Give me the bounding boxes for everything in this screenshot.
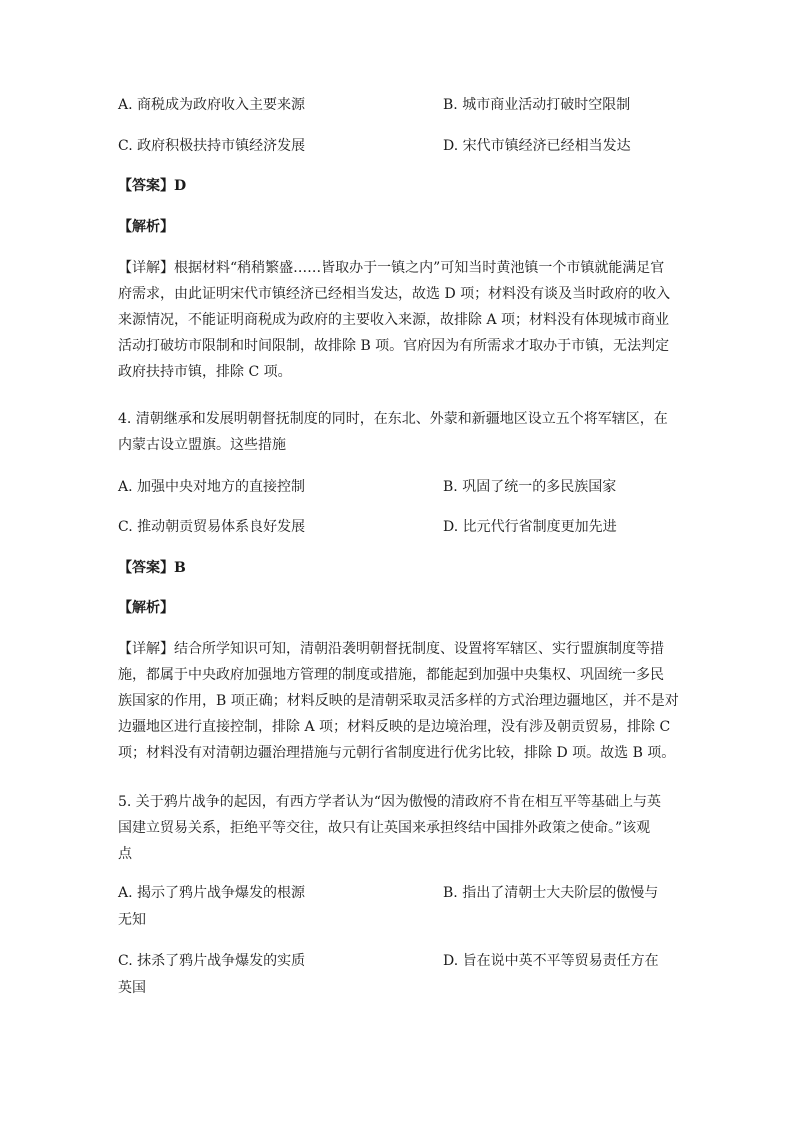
q4-stem-line: 内蒙古设立盟旗。这些措施 [118,437,286,453]
q4-option-d[interactable]: D. 比元代行省制度更加先进 [443,519,617,535]
q3-detail-line: 来源情况，不能证明商税成为政府的主要收入来源，故排除 A 项；材料没有体现城市商业 [118,312,670,328]
q3-option-b[interactable]: B. 城市商业活动打破时空限制 [443,97,631,113]
q5-stem-line: 5. 关于鸦片战争的起因，有西方学者认为“因为傲慢的清政府不肯在相互平等基础上与英 [118,794,661,810]
q5-option-b[interactable]: B. 指出了清朝士大夫阶层的傲慢与 [443,885,659,901]
q3-detail [118,255,678,385]
q4-detail-line: 项；材料没有对清朝边疆治理措施与元朝行省制度进行优劣比较，排除 D 项。故选 B 项。 [118,745,676,761]
q3-detail-line: 府需求，由此证明宋代市镇经济已经相当发达，故选 D 项；材料没有谈及当时政府的收入 [118,286,671,302]
q5-stem-line: 点 [118,846,132,862]
q4-detail-line: 边疆地区进行直接控制，排除 A 项；材料反映的是边境治理，没有涉及朝贡贸易，排除 C [118,719,671,735]
q3-analysis-heading: 【解析】 [118,219,174,235]
q4-detail [118,636,678,766]
q3-detail-line: 【详解】根据材料“稍稍繁盛……皆取办于一镇之内”可知当时黄池镇一个市镇就能满足官 [118,260,665,276]
q3-option-c[interactable]: C. 政府积极扶持市镇经济发展 [118,138,306,154]
q3-option-d[interactable]: D. 宋代市镇经济已经相当发达 [443,138,631,154]
q4-detail-line: 族国家的作用，B 项正确；材料反映的是清朝采取灵活多样的方式治理边疆地区，并不是对 [118,693,679,709]
q4-answer: 【答案】B [118,560,186,576]
q3-answer: 【答案】D [118,178,187,194]
q5-option-d[interactable]: D. 旨在说中英不平等贸易责任方在 [443,953,659,969]
q5-option-a[interactable]: A. 揭示了鸦片战争爆发的根源 [118,885,306,901]
q3-option-a[interactable]: A. 商税成为政府收入主要来源 [118,97,306,113]
q4-stem [118,406,678,458]
q4-option-a[interactable]: A. 加强中央对地方的直接控制 [118,479,306,495]
q5-option-b-continued: 无知 [118,912,146,928]
q4-detail-line: 【详解】结合所学知识可知，清朝沿袭明朝督抚制度、设置将军辖区、实行盟旗制度等措 [118,641,664,657]
q5-option-c[interactable]: C. 抹杀了鸦片战争爆发的实质 [118,953,306,969]
q3-detail-line: 活动打破坊市限制和时间限制，故排除 B 项。官府因为有所需求才取办于市镇，无法判定 [118,338,670,354]
q4-option-b[interactable]: B. 巩固了统一的多民族国家 [443,479,617,495]
q4-option-c[interactable]: C. 推动朝贡贸易体系良好发展 [118,519,306,535]
q5-stem [118,789,678,867]
q4-analysis-heading: 【解析】 [118,600,174,616]
q4-detail-line: 施，都属于中央政府加强地方管理的制度或措施，都能起到加强中央集权、巩固统一多民 [118,667,664,683]
q5-stem-line: 国建立贸易关系，拒绝平等交往，故只有让英国来承担终结中国排外政策之使命。”该观 [118,820,651,836]
q5-option-d-continued: 英国 [118,980,146,996]
q4-stem-line: 4. 清朝继承和发展明朝督抚制度的同时，在东北、外蒙和新疆地区设立五个将军辖区，在 [118,411,668,427]
q3-detail-line: 政府扶持市镇，排除 C 项。 [118,364,292,380]
